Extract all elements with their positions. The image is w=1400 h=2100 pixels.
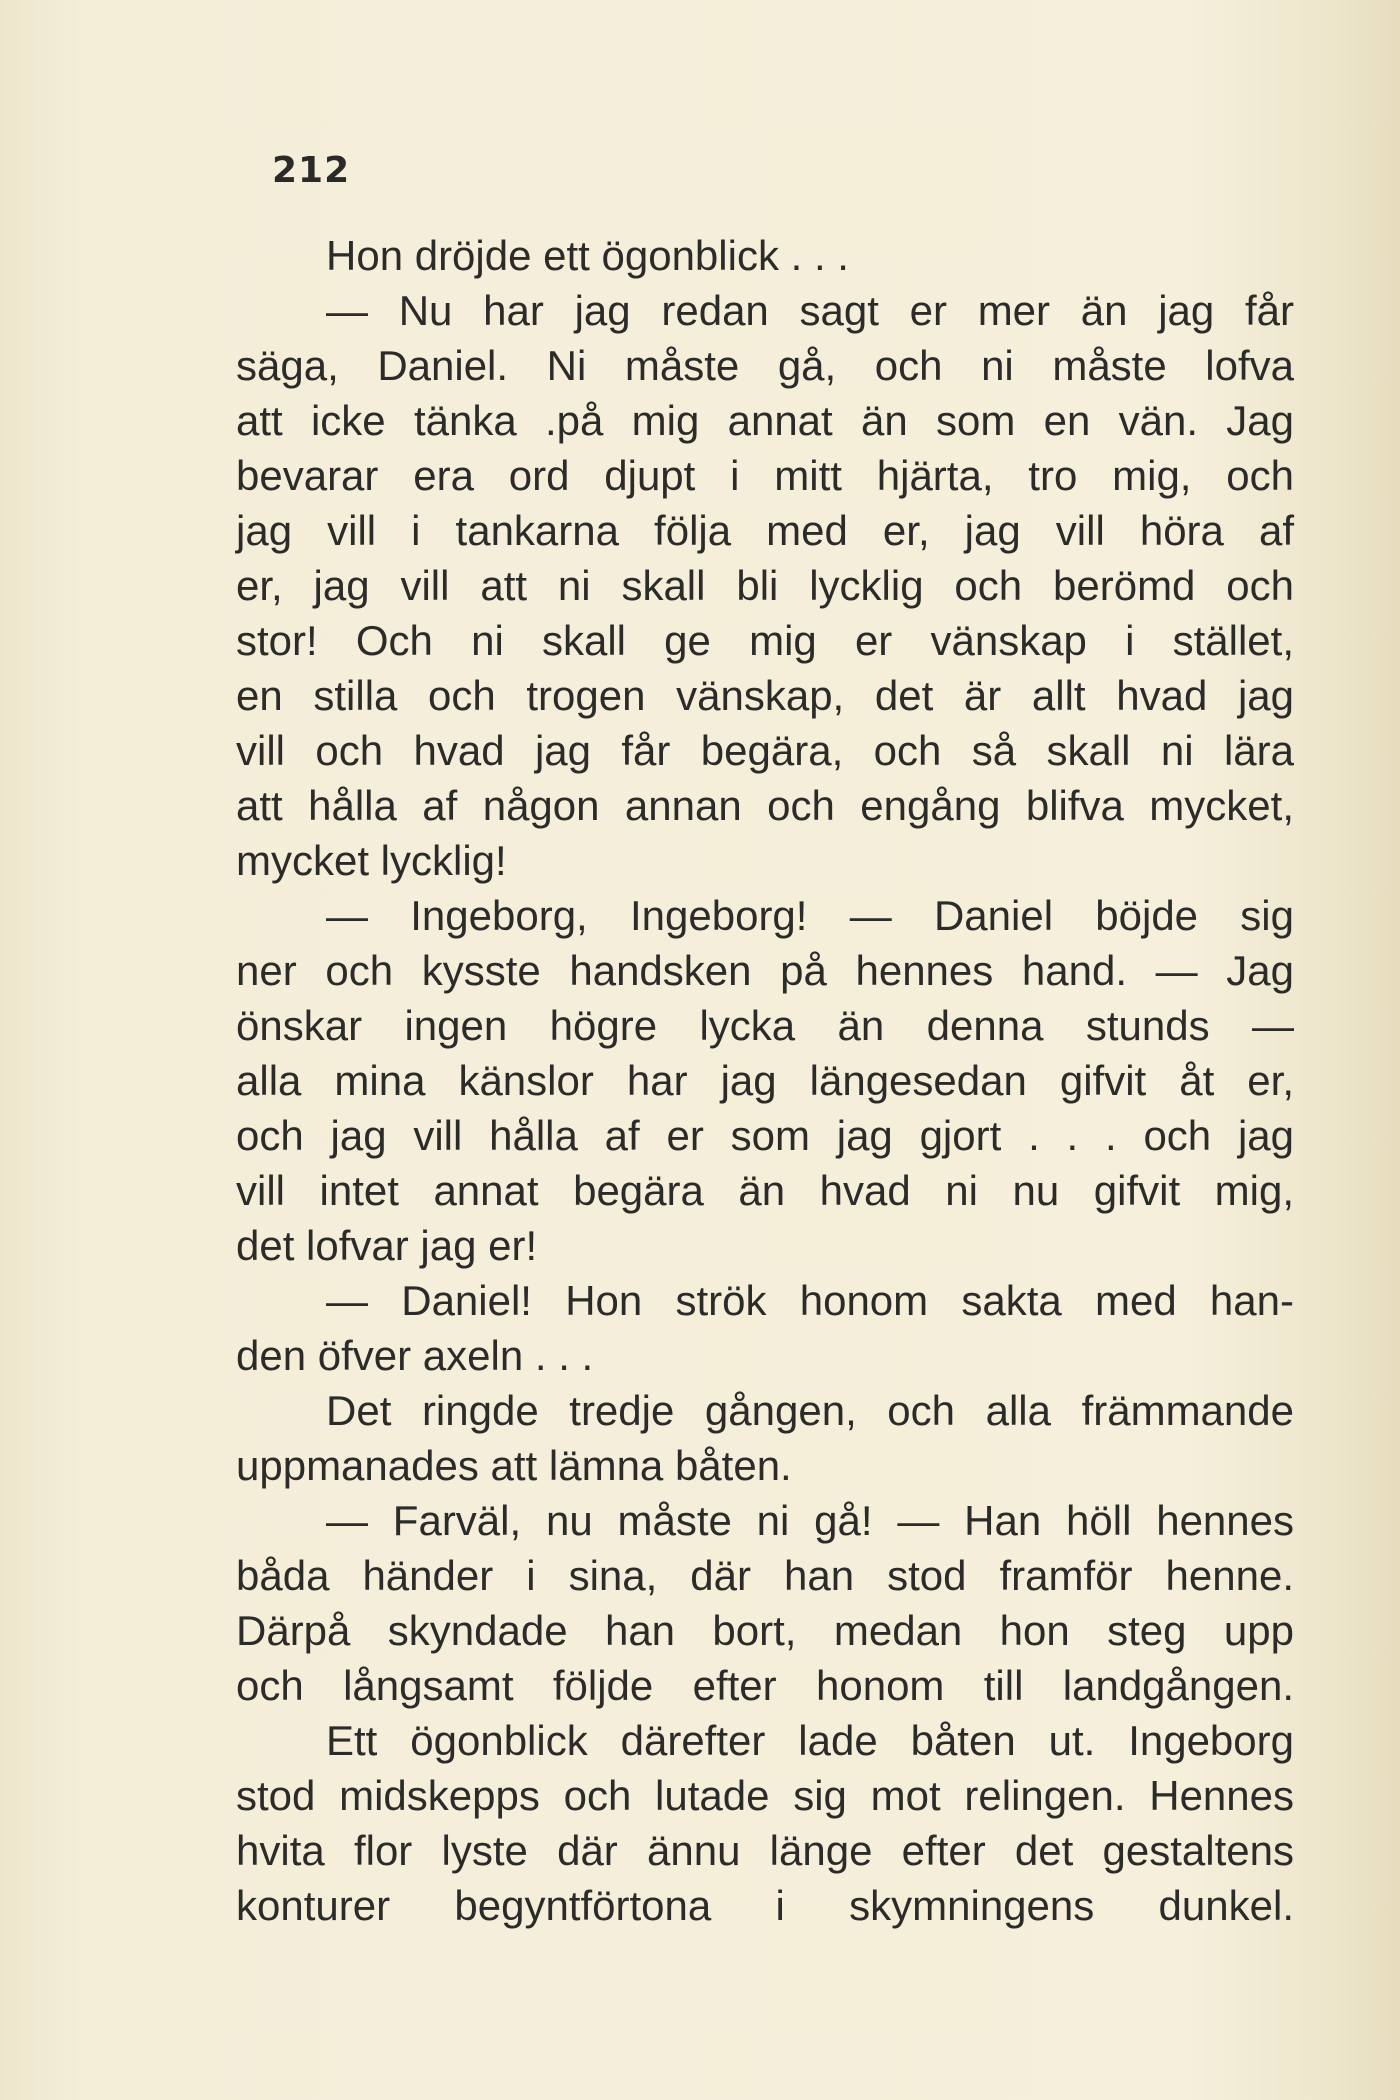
text-line: det lofvar jag er! bbox=[236, 1222, 538, 1269]
page-number: 212 bbox=[272, 150, 351, 191]
text-line: att hålla af någon annan och engång blifva mycket, bbox=[236, 782, 1294, 829]
text-line: — Farväl, nu måste ni gå! — Han höll hennes bbox=[326, 1497, 1294, 1544]
text-line: ner och kysste handsken på hennes hand. — Jag bbox=[236, 947, 1294, 994]
text-line: och jag vill hålla af er som jag gjort . . . och jag bbox=[236, 1112, 1294, 1159]
text-line: konturer begyntförtona i skymningens dunkel. bbox=[236, 1882, 1294, 1929]
text-line: mycket lycklig! bbox=[236, 837, 507, 884]
text-line: Ett ögonblick därefter lade båten ut. Ingeborg bbox=[326, 1717, 1294, 1764]
text-line: Därpå skyndade han bort, medan hon steg upp bbox=[236, 1607, 1294, 1654]
text-line: den öfver axeln . . . bbox=[236, 1332, 594, 1379]
text-line: en stilla och trogen vänskap, det är allt hvad jag bbox=[236, 672, 1294, 719]
text-line: stor! Och ni skall ge mig er vänskap i stället, bbox=[236, 617, 1294, 664]
text-line: Det ringde tredje gången, och alla främmande bbox=[326, 1387, 1294, 1434]
body-text bbox=[236, 228, 1294, 1933]
text-line: hvita flor lyste där ännu länge efter det gestaltens bbox=[236, 1827, 1294, 1874]
text-line: stod midskepps och lutade sig mot relingen. Hennes bbox=[236, 1772, 1294, 1819]
text-line: att icke tänka .på mig annat än som en vän. Jag bbox=[236, 397, 1294, 444]
text-line: Hon dröjde ett ögonblick . . . bbox=[326, 232, 849, 279]
text-line: säga, Daniel. Ni måste gå, och ni måste lofva bbox=[236, 342, 1294, 389]
text-line: båda händer i sina, där han stod framför henne. bbox=[236, 1552, 1294, 1599]
text-line: och långsamt följde efter honom till landgången. bbox=[236, 1662, 1294, 1709]
text-line: vill intet annat begära än hvad ni nu gifvit mig, bbox=[236, 1167, 1294, 1214]
text-line: alla mina känslor har jag längesedan gifvit åt er, bbox=[236, 1057, 1294, 1104]
text-line: — Ingeborg, Ingeborg! — Daniel böjde sig bbox=[326, 892, 1294, 939]
text-line: er, jag vill att ni skall bli lycklig och berömd och bbox=[236, 562, 1294, 609]
text-line: uppmanades att lämna båten. bbox=[236, 1442, 792, 1489]
text-line: önskar ingen högre lycka än denna stunds — bbox=[236, 1002, 1294, 1049]
text-line: bevarar era ord djupt i mitt hjärta, tro mig, och bbox=[236, 452, 1294, 499]
text-line: vill och hvad jag får begära, och så skall ni lära bbox=[236, 727, 1294, 774]
text-line: — Daniel! Hon strök honom sakta med han- bbox=[326, 1277, 1294, 1324]
text-line: jag vill i tankarna följa med er, jag vill höra af bbox=[236, 507, 1294, 554]
text-line: — Nu har jag redan sagt er mer än jag får bbox=[326, 287, 1294, 334]
